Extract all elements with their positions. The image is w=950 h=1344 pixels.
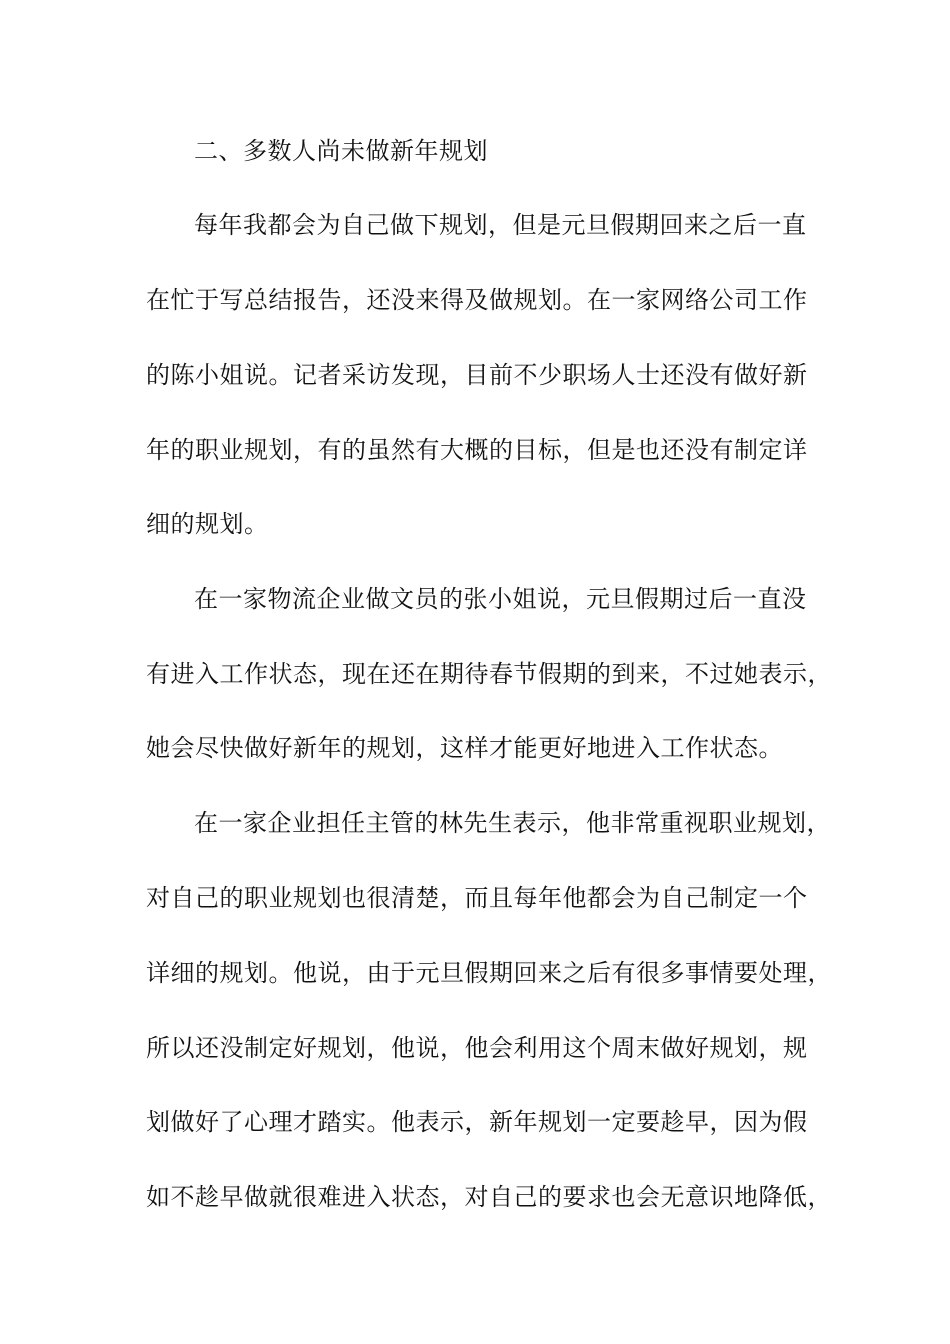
paragraph-3-line-1: 在一家企业担任主管的林先生表示，他非常重视职业规划， [194, 809, 831, 837]
paragraph-1-line-4: 年的职业规划，有的虽然有大概的目标，但是也还没有制定详 [146, 436, 808, 464]
paragraph-3-line-5: 划做好了心理才踏实。他表示，新年规划一定要趁早，因为假 [146, 1108, 808, 1136]
section-heading: 二、多数人尚未做新年规划 [194, 137, 488, 165]
paragraph-2-line-3: 她会尽快做好新年的规划，这样才能更好地进入工作状态。 [146, 734, 783, 762]
paragraph-1-line-3: 的陈小姐说。记者采访发现，目前不少职场人士还没有做好新 [146, 361, 808, 389]
paragraph-2-line-1: 在一家物流企业做文员的张小姐说，元旦假期过后一直没 [194, 585, 807, 613]
paragraph-3-line-6: 如不趁早做就很难进入状态，对自己的要求也会无意识地降低， [146, 1183, 832, 1211]
paragraph-3-line-2: 对自己的职业规划也很清楚，而且每年他都会为自己制定一个 [146, 884, 808, 912]
paragraph-3-line-3: 详细的规划。他说，由于元旦假期回来之后有很多事情要处理， [146, 959, 832, 987]
paragraph-3-line-4: 所以还没制定好规划，他说，他会利用这个周末做好规划，规 [146, 1034, 808, 1062]
paragraph-1-line-2: 在忙于写总结报告，还没来得及做规划。在一家网络公司工作 [146, 286, 808, 314]
paragraph-1-line-1: 每年我都会为自己做下规划，但是元旦假期回来之后一直 [194, 211, 807, 239]
paragraph-2-line-2: 有进入工作状态，现在还在期待春节假期的到来，不过她表示， [146, 660, 832, 688]
paragraph-1-line-5: 细的规划。 [146, 510, 269, 538]
